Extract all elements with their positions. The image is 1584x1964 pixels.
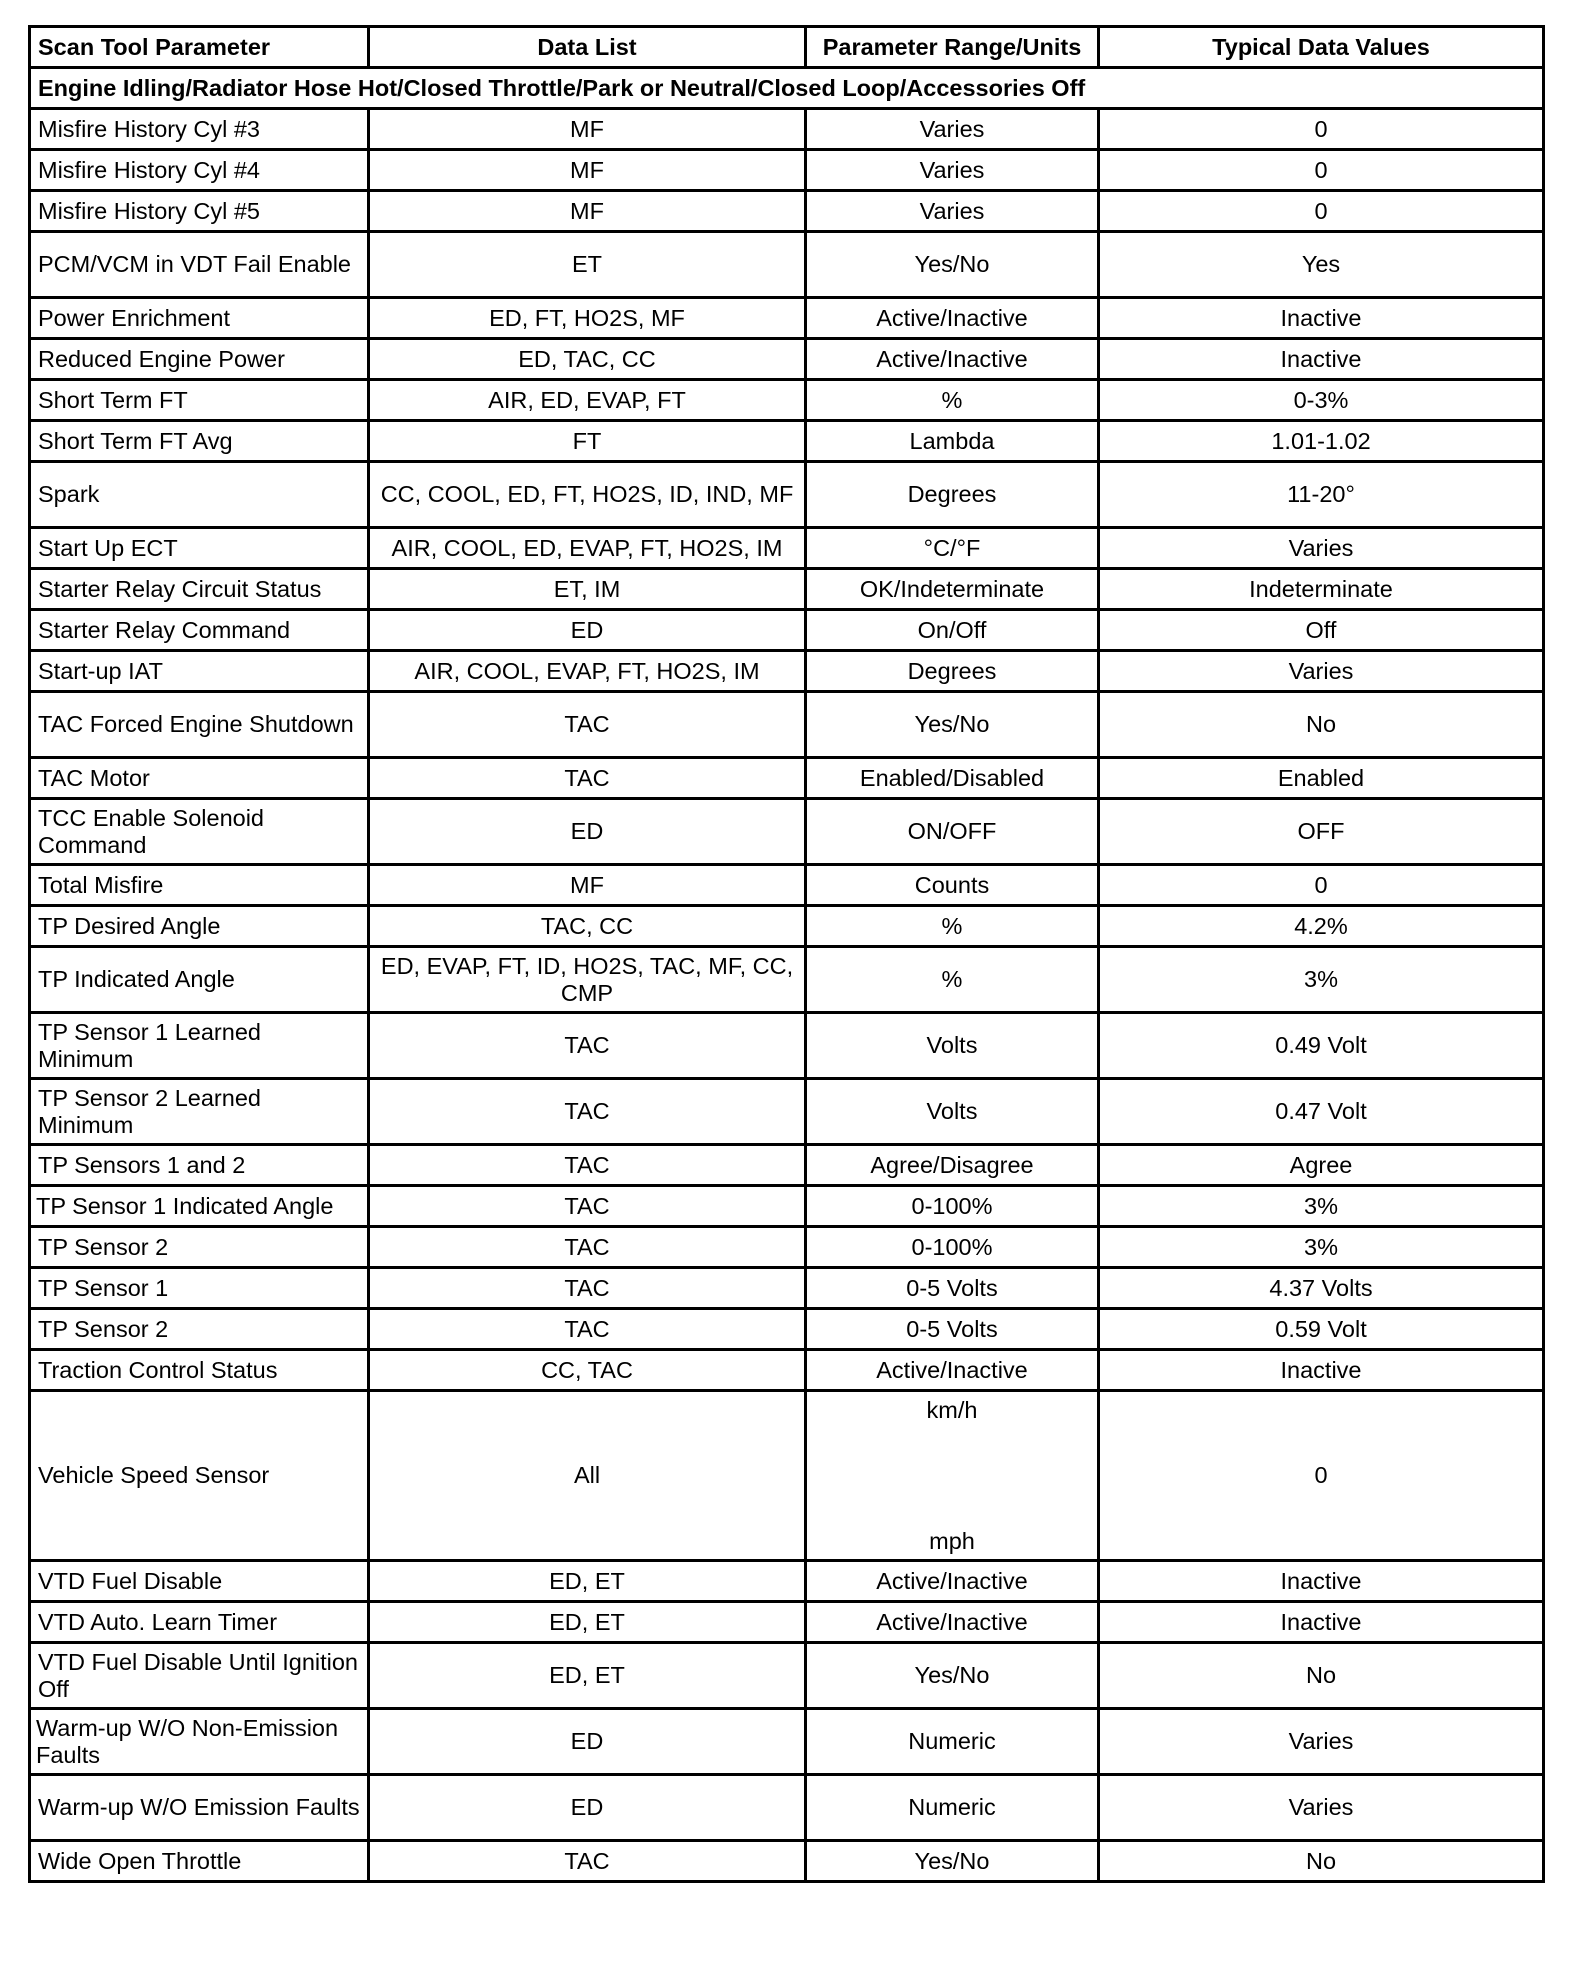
typical-value-cell: Varies: [1099, 1775, 1544, 1841]
parameter-cell: VTD Fuel Disable: [30, 1561, 369, 1602]
data-list-cell: TAC: [369, 1013, 806, 1079]
typical-value-cell: Agree: [1099, 1145, 1544, 1186]
parameter-cell: Short Term FT Avg: [30, 421, 369, 462]
table-row: [30, 569, 1544, 610]
parameter-cell: Starter Relay Command: [30, 610, 369, 651]
table-row: [30, 1227, 1544, 1268]
typical-value-cell: 4.37 Volts: [1099, 1268, 1544, 1309]
header-scan-tool-parameter: Scan Tool Parameter: [30, 27, 369, 68]
parameter-cell: Misfire History Cyl #3: [30, 109, 369, 150]
data-list-cell: ED: [369, 1775, 806, 1841]
data-list-cell: All: [369, 1391, 806, 1561]
range-cell: OK/Indeterminate: [806, 569, 1099, 610]
range-cell: Active/Inactive: [806, 1561, 1099, 1602]
data-list-cell: CC, TAC: [369, 1350, 806, 1391]
parameter-cell: Warm-up W/O Emission Faults: [30, 1775, 369, 1841]
section-title: Engine Idling/Radiator Hose Hot/Closed Throttle/Park or Neutral/Closed Loop/Accessories Off: [30, 68, 1544, 109]
data-list-cell: TAC: [369, 692, 806, 758]
typical-value-cell: 0.49 Volt: [1099, 1013, 1544, 1079]
parameter-cell: Short Term FT: [30, 380, 369, 421]
parameter-cell: Traction Control Status: [30, 1350, 369, 1391]
parameter-cell: TCC Enable Solenoid Command: [30, 799, 369, 865]
parameter-cell: PCM/VCM in VDT Fail Enable: [30, 232, 369, 298]
typical-value-cell: 0: [1099, 1391, 1544, 1561]
table-row: [30, 865, 1544, 906]
data-list-cell: MF: [369, 150, 806, 191]
section-row: [30, 68, 1544, 109]
range-cell: 0-100%: [806, 1227, 1099, 1268]
data-list-cell: AIR, COOL, ED, EVAP, FT, HO2S, IM: [369, 528, 806, 569]
range-cell: Varies: [806, 150, 1099, 191]
range-cell: Yes/No: [806, 1643, 1099, 1709]
table-row: [30, 380, 1544, 421]
range-unit-mph: mph: [929, 1527, 975, 1554]
typical-value-cell: 1.01-1.02: [1099, 421, 1544, 462]
table-row: [30, 1309, 1544, 1350]
range-cell: Active/Inactive: [806, 339, 1099, 380]
table-row: [30, 298, 1544, 339]
typical-value-cell: 0: [1099, 150, 1544, 191]
table-row: [30, 232, 1544, 298]
table-row: [30, 191, 1544, 232]
table-row: [30, 1079, 1544, 1145]
typical-value-cell: Indeterminate: [1099, 569, 1544, 610]
table-row: [30, 421, 1544, 462]
data-list-cell: ED, ET: [369, 1561, 806, 1602]
data-list-cell: TAC: [369, 1227, 806, 1268]
range-unit-kmh: km/h: [926, 1396, 978, 1423]
table-row: [30, 1391, 1544, 1561]
range-cell: Active/Inactive: [806, 298, 1099, 339]
range-cell: ON/OFF: [806, 799, 1099, 865]
range-cell: %: [806, 906, 1099, 947]
table-row: [30, 1013, 1544, 1079]
data-list-cell: MF: [369, 191, 806, 232]
typical-value-cell: Varies: [1099, 651, 1544, 692]
data-list-cell: TAC: [369, 1079, 806, 1145]
parameter-cell: Start Up ECT: [30, 528, 369, 569]
range-cell: °C/°F: [806, 528, 1099, 569]
range-cell: %: [806, 380, 1099, 421]
typical-value-cell: 0.47 Volt: [1099, 1079, 1544, 1145]
range-cell: Active/Inactive: [806, 1602, 1099, 1643]
table-row: [30, 947, 1544, 1013]
parameter-cell: Vehicle Speed Sensor: [30, 1391, 369, 1561]
typical-value-cell: 0.59 Volt: [1099, 1309, 1544, 1350]
parameter-cell: Reduced Engine Power: [30, 339, 369, 380]
data-list-cell: ED: [369, 610, 806, 651]
table-row: [30, 1145, 1544, 1186]
typical-value-cell: No: [1099, 1643, 1544, 1709]
range-cell: Volts: [806, 1079, 1099, 1145]
range-cell: 0-100%: [806, 1186, 1099, 1227]
parameter-cell: Warm-up W/O Non-Emission Faults: [30, 1709, 369, 1775]
typical-value-cell: Enabled: [1099, 758, 1544, 799]
data-list-cell: TAC: [369, 758, 806, 799]
speed-units: [814, 1397, 1090, 1555]
typical-value-cell: 0: [1099, 865, 1544, 906]
table-row: [30, 799, 1544, 865]
scan-tool-data-table: [28, 25, 1545, 1883]
data-list-cell: AIR, ED, EVAP, FT: [369, 380, 806, 421]
parameter-cell: TP Sensors 1 and 2: [30, 1145, 369, 1186]
table-row: [30, 692, 1544, 758]
typical-value-cell: Varies: [1099, 1709, 1544, 1775]
parameter-cell: TP Sensor 2: [30, 1309, 369, 1350]
table-row: [30, 1561, 1544, 1602]
parameter-cell: Power Enrichment: [30, 298, 369, 339]
table-row: [30, 1268, 1544, 1309]
table-row: [30, 528, 1544, 569]
range-cell: Volts: [806, 1013, 1099, 1079]
table-row: [30, 1775, 1544, 1841]
table-row: [30, 1186, 1544, 1227]
data-list-cell: AIR, COOL, EVAP, FT, HO2S, IM: [369, 651, 806, 692]
data-list-cell: ED: [369, 1709, 806, 1775]
table-row: [30, 339, 1544, 380]
header-data-list: Data List: [369, 27, 806, 68]
typical-value-cell: 0: [1099, 109, 1544, 150]
data-list-cell: ED, EVAP, FT, ID, HO2S, TAC, MF, CC, CMP: [369, 947, 806, 1013]
typical-value-cell: Inactive: [1099, 1350, 1544, 1391]
range-cell: 0-5 Volts: [806, 1268, 1099, 1309]
typical-value-cell: Inactive: [1099, 339, 1544, 380]
parameter-cell: TP Sensor 1: [30, 1268, 369, 1309]
data-list-cell: ED: [369, 799, 806, 865]
table-row: [30, 758, 1544, 799]
data-list-cell: ET, IM: [369, 569, 806, 610]
parameter-cell: TP Sensor 2 Learned Minimum: [30, 1079, 369, 1145]
header-row: [30, 27, 1544, 68]
typical-value-cell: Inactive: [1099, 1602, 1544, 1643]
range-cell: Enabled/Disabled: [806, 758, 1099, 799]
typical-value-cell: Yes: [1099, 232, 1544, 298]
range-cell: Yes/No: [806, 1841, 1099, 1882]
typical-value-cell: 0: [1099, 191, 1544, 232]
data-list-cell: ED, FT, HO2S, MF: [369, 298, 806, 339]
parameter-cell: TP Indicated Angle: [30, 947, 369, 1013]
header-parameter-range-units: Parameter Range/Units: [806, 27, 1099, 68]
data-list-cell: CC, COOL, ED, FT, HO2S, ID, IND, MF: [369, 462, 806, 528]
range-cell: Numeric: [806, 1709, 1099, 1775]
data-list-cell: ED, ET: [369, 1602, 806, 1643]
data-list-cell: FT: [369, 421, 806, 462]
range-cell: 0-5 Volts: [806, 1309, 1099, 1350]
range-cell: On/Off: [806, 610, 1099, 651]
range-cell: %: [806, 947, 1099, 1013]
parameter-cell: TP Sensor 1 Indicated Angle: [30, 1186, 369, 1227]
range-cell: Counts: [806, 865, 1099, 906]
typical-value-cell: 11-20°: [1099, 462, 1544, 528]
table-row: [30, 1602, 1544, 1643]
parameter-cell: VTD Fuel Disable Until Ignition Off: [30, 1643, 369, 1709]
typical-value-cell: 0-3%: [1099, 380, 1544, 421]
typical-value-cell: No: [1099, 1841, 1544, 1882]
parameter-cell: Start-up IAT: [30, 651, 369, 692]
parameter-cell: Starter Relay Circuit Status: [30, 569, 369, 610]
typical-value-cell: Inactive: [1099, 298, 1544, 339]
range-cell: Varies: [806, 191, 1099, 232]
table-row: [30, 462, 1544, 528]
range-cell: Lambda: [806, 421, 1099, 462]
table-row: [30, 1643, 1544, 1709]
table-row: [30, 150, 1544, 191]
parameter-cell: Misfire History Cyl #4: [30, 150, 369, 191]
parameter-cell: TAC Forced Engine Shutdown: [30, 692, 369, 758]
data-list-cell: TAC: [369, 1841, 806, 1882]
typical-value-cell: 3%: [1099, 1186, 1544, 1227]
parameter-cell: Total Misfire: [30, 865, 369, 906]
table-row: [30, 1709, 1544, 1775]
range-cell: [806, 1391, 1099, 1561]
data-list-cell: MF: [369, 865, 806, 906]
data-list-cell: TAC: [369, 1145, 806, 1186]
data-list-cell: ED, ET: [369, 1643, 806, 1709]
parameter-cell: TAC Motor: [30, 758, 369, 799]
typical-value-cell: Varies: [1099, 528, 1544, 569]
typical-value-cell: OFF: [1099, 799, 1544, 865]
range-cell: Yes/No: [806, 232, 1099, 298]
typical-value-cell: 4.2%: [1099, 906, 1544, 947]
range-cell: Numeric: [806, 1775, 1099, 1841]
range-cell: Active/Inactive: [806, 1350, 1099, 1391]
parameter-cell: TP Desired Angle: [30, 906, 369, 947]
range-cell: Yes/No: [806, 692, 1099, 758]
range-cell: Degrees: [806, 462, 1099, 528]
table-row: [30, 651, 1544, 692]
parameter-cell: TP Sensor 1 Learned Minimum: [30, 1013, 369, 1079]
data-list-cell: TAC: [369, 1268, 806, 1309]
typical-value-cell: Off: [1099, 610, 1544, 651]
table-row: [30, 1350, 1544, 1391]
header-typical-data-values: Typical Data Values: [1099, 27, 1544, 68]
parameter-cell: Spark: [30, 462, 369, 528]
parameter-cell: VTD Auto. Learn Timer: [30, 1602, 369, 1643]
data-list-cell: ET: [369, 232, 806, 298]
typical-value-cell: 3%: [1099, 947, 1544, 1013]
parameter-cell: Wide Open Throttle: [30, 1841, 369, 1882]
range-cell: Varies: [806, 109, 1099, 150]
table-row: [30, 109, 1544, 150]
range-cell: Agree/Disagree: [806, 1145, 1099, 1186]
data-list-cell: TAC: [369, 1309, 806, 1350]
table-row: [30, 906, 1544, 947]
typical-value-cell: Inactive: [1099, 1561, 1544, 1602]
table-row: [30, 1841, 1544, 1882]
typical-value-cell: 3%: [1099, 1227, 1544, 1268]
parameter-cell: TP Sensor 2: [30, 1227, 369, 1268]
parameter-cell: Misfire History Cyl #5: [30, 191, 369, 232]
data-list-cell: ED, TAC, CC: [369, 339, 806, 380]
data-list-cell: TAC, CC: [369, 906, 806, 947]
table-row: [30, 610, 1544, 651]
data-list-cell: TAC: [369, 1186, 806, 1227]
range-cell: Degrees: [806, 651, 1099, 692]
typical-value-cell: No: [1099, 692, 1544, 758]
data-list-cell: MF: [369, 109, 806, 150]
